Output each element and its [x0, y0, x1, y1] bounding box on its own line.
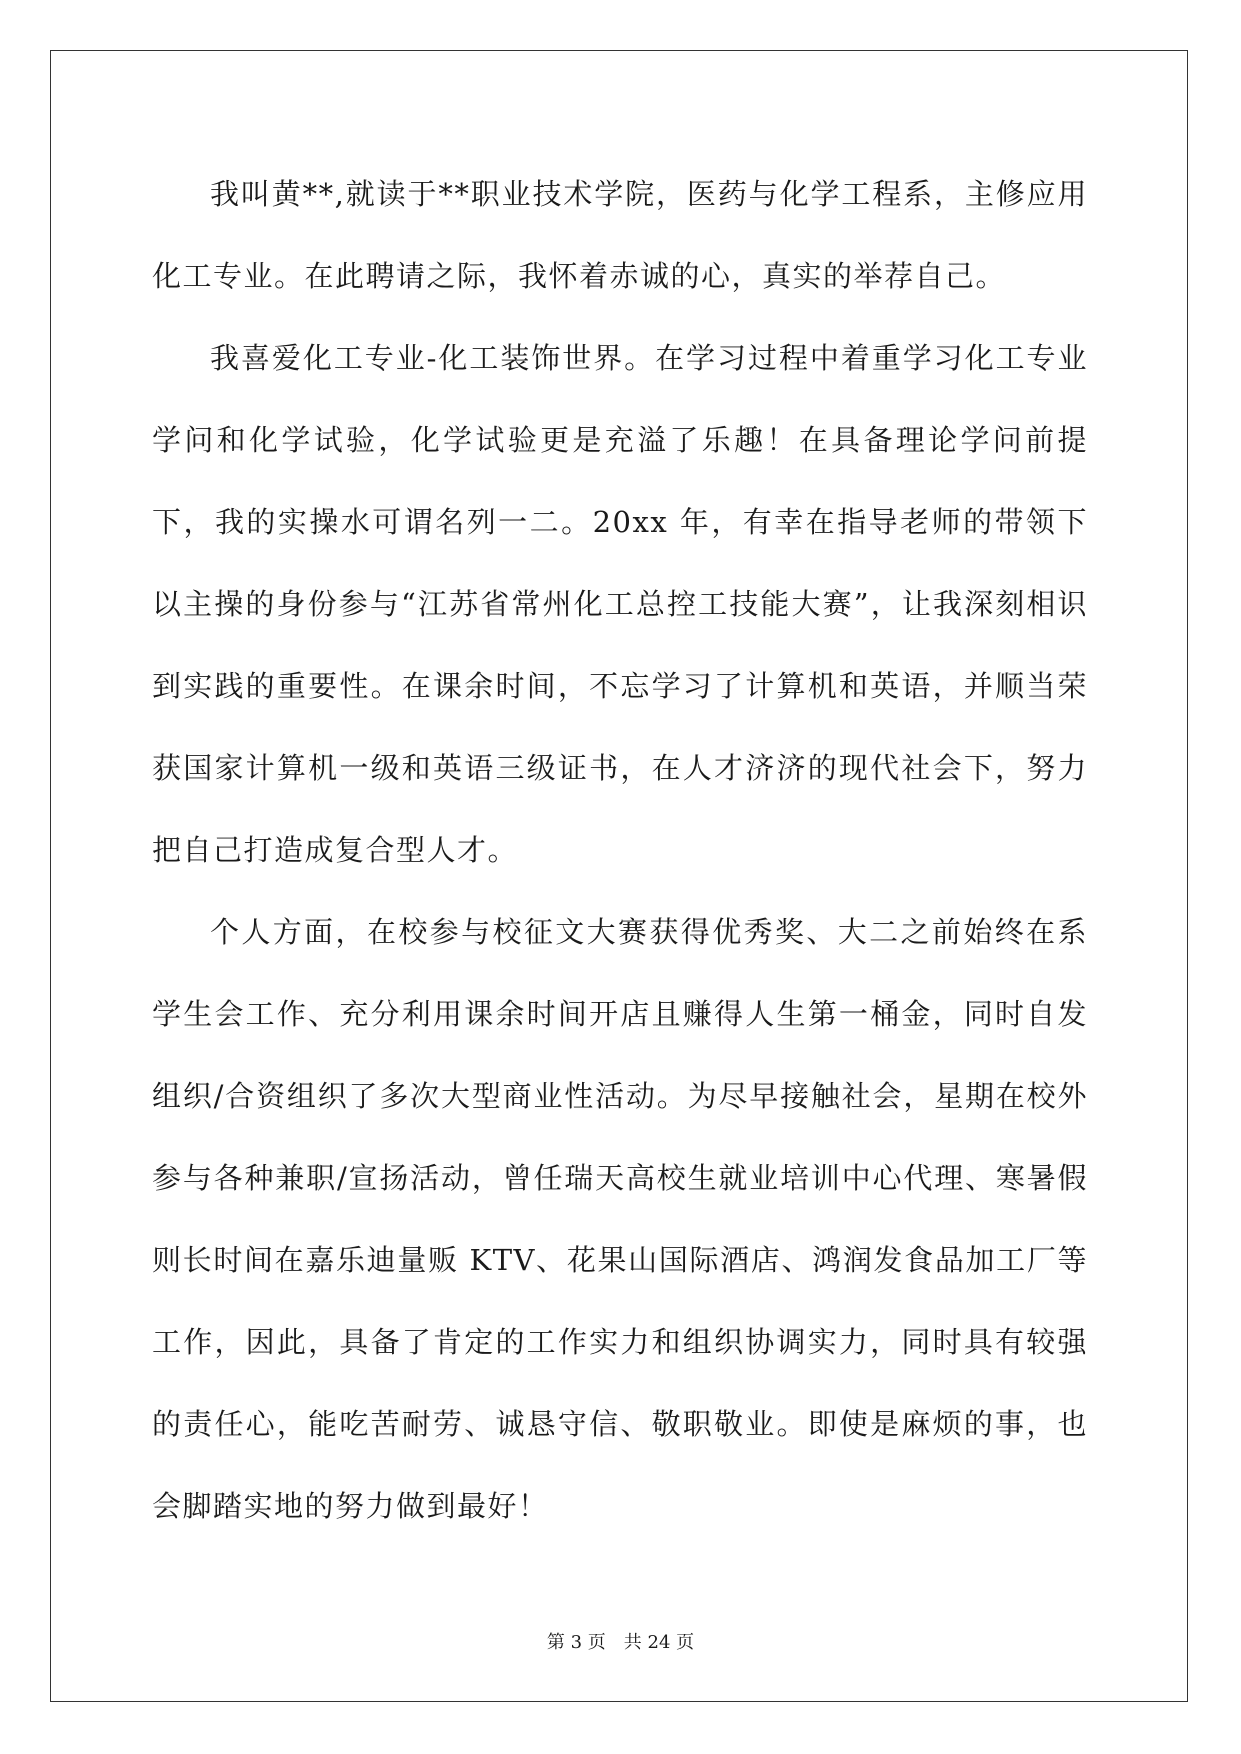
page-number-footer: 第 3 页 共 24 页 — [546, 1632, 695, 1653]
paragraph-major: 我喜爱化工专业-化工装饰世界。在学习过程中着重学习化工专业学问和化学试验，化学试验更是充溢了乐趣！在具备理论学问前提下，我的实操水可谓名列一二。20xx 年，有幸在指导老师的带领下以主操的身份参与“江苏省常州化工总控工技能大赛”，让我深刻相识到实践的重要性。在课余时间，不忘学习了计算机和英语，并顺当荣获国家计算机一级和英语三级证书，在人才济济的现代社会下，努力把自己打造成复合型人才。 — [152, 341, 1088, 867]
paragraph-personal: 个人方面，在校参与校征文大赛获得优秀奖、大二之前始终在系学生会工作、充分利用课余时间开店且赚得人生第一桶金，同时自发组织/合资组织了多次大型商业性活动。为尽早接触社会，星期在校外参与各种兼职/宣扬活动，曾任瑞天高校生就业培训中心代理、寒暑假则长时间在嘉乐迪量贩 KTV、花果山国际酒店、鸿润发食品加工厂等工作，因此，具备了肯定的工作实力和组织协调实力，同时具有较强的责任心，能吃苦耐劳、诚恳守信、敬职敬业。即使是麻烦的事，也会脚踏实地的努力做到最好！ — [152, 915, 1088, 1523]
paragraph-intro: 我叫黄**,就读于**职业技术学院，医药与化学工程系，主修应用化工专业。在此聘请之际，我怀着赤诚的心，真实的举荐自己。 — [152, 177, 1088, 293]
document-body — [152, 153, 1088, 1547]
